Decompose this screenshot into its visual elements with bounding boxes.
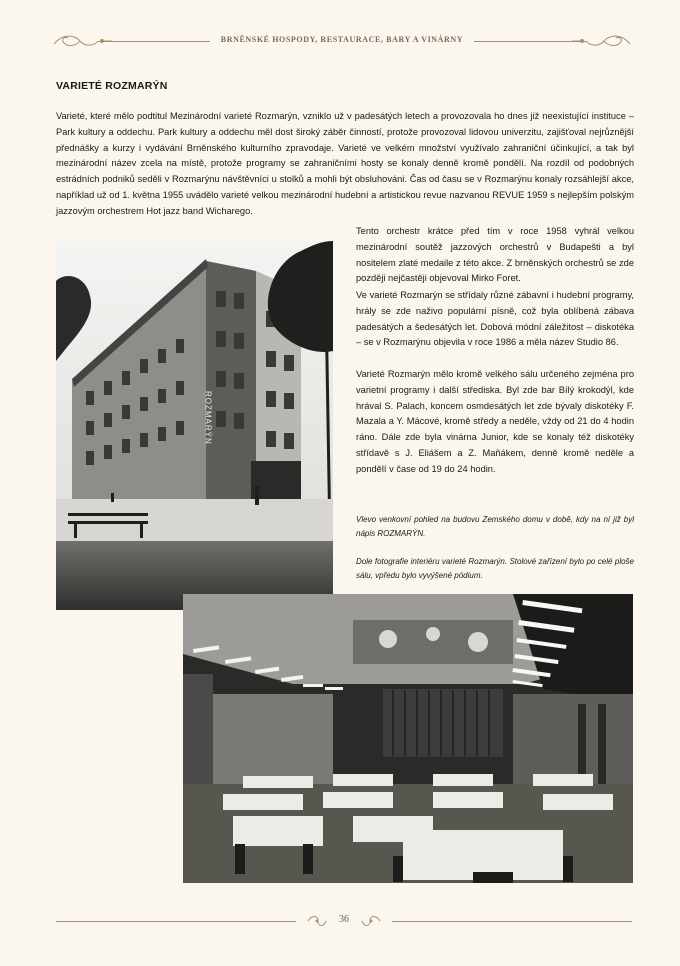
- footer-rule-right: [392, 921, 632, 922]
- running-header: [52, 30, 632, 54]
- building-sign: ROZMARÝN: [203, 391, 213, 445]
- footer-ornament-icon: [306, 914, 328, 928]
- exterior-photo: [56, 241, 333, 610]
- footer-ornament-right-icon: [360, 914, 382, 928]
- right-ornament-icon: [572, 30, 632, 52]
- footer-rule-left: [56, 921, 296, 922]
- paragraph-venues: Varieté Rozmarýn mělo kromě velkého sálu určeného zejména pro varietní programy i další střediska. Byl zde bar Bílý krokodýl, kde hrával S. Palach, koncem osmdesátých let zde bývaly diskotéky F. Mazala a Y. Mácové, kromě středy a neděle, vždy od 21 do 4 hodin ráno. Dále zde byla vinárna Junior, kde se konaly též diskotéky střídavě s J. Eliášem a Z. Maňákem, denně kromě neděle a pondělí v čase od 19 do 24 hodin.: [356, 369, 634, 474]
- article-heading: VARIETÉ ROZMARÝN: [56, 80, 168, 92]
- paragraph-programs: Ve varieté Rozmarýn se střídaly různé zábavní i hudební programy, hrály se zde naživo populární písně, což byla oblíbená zábava padesátých a šedesátých let. Dobová módní záležitost – diskotéka – se v Rozmarýnu objevila v roce 1986 a měla název Studio 86.: [356, 290, 634, 348]
- page-number: 36: [339, 914, 349, 925]
- caption-interior: Dole fotografie interiéru varieté Rozmarýn. Stolové zařízení bylo po celé ploše sálu, vpředu bylo vyvýšené pódium.: [356, 557, 634, 580]
- paragraph-orchestra: Tento orchestr krátce před tím v roce 1958 vyhrál velkou mezinárodní soutěž jazzových orchestrů v Budapešti a byl nositelem zlaté medaile z této akce. Z brněnských orchestrů se zde později nejčastěji objevoval Mirko Foret.: [356, 226, 634, 284]
- header-rule-right: [474, 41, 586, 42]
- caption-exterior: Vlevo venkovní pohled na budovu Zemského domu v době, kdy na ní již byl nápis ROZMARÝN.: [356, 515, 634, 538]
- paragraph-intro: Varieté, které mělo podtitul Mezinárodní varieté Rozmarýn, vzniklo už v padesátých letech a provozovala ho dnes již neexistující instituce – Park kultury a oddechu. Park kultury a oddechu měl dost široký záběr činností, protože provozoval lidovou univerzitu, zajišťoval nejrůznější přednášky a kurzy i vydávání Brněnského kulturního zpravodaje. Varieté ve velkém množství využívalo zahraniční účinkující, a tak byl mezinárodní název zcela na místě, protože programy se zahraničními hosty se konaly denně kromě pondělí. Na rozdíl od podobných estrádních podniků seděli v Rozmarýnu návštěvníci u stolků a mohli být obsluhováni. Čas od času se v Rozmarýnu konaly rozsáhlejší akce, například už od 1. května 1955 uvádělo varieté velkou mezinárodní hudební a artistickou revue nazvanou REVUE 1959 s nejlepším polským jazzovým orchestrem Hot jazz band Wicharego.: [56, 111, 634, 216]
- header-title: BRNĚNSKÉ HOSPODY, RESTAURACE, BARY A VINÁRNY: [220, 35, 464, 44]
- interior-photo: [183, 594, 633, 883]
